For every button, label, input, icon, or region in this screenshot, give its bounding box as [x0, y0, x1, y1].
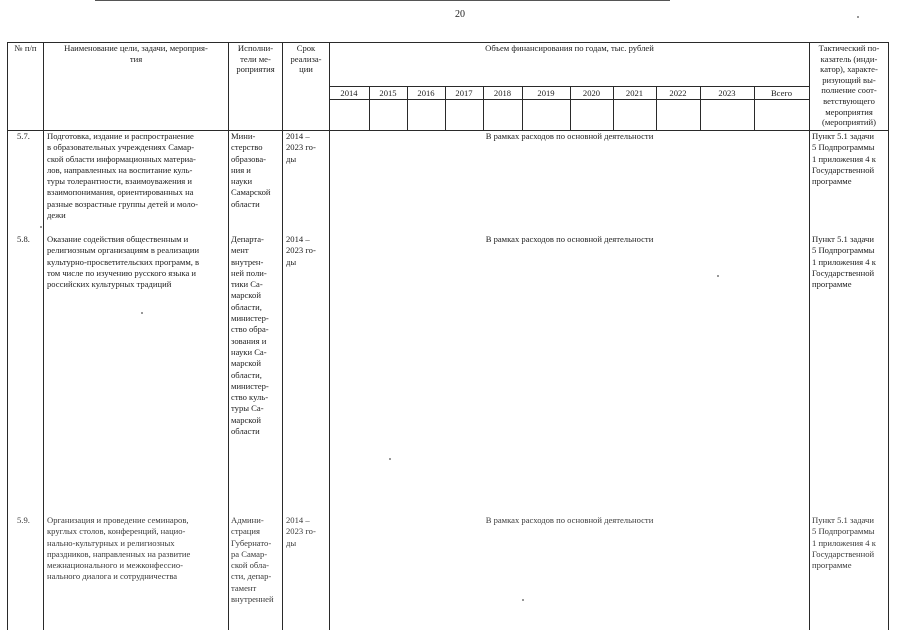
scan-speck: [717, 275, 719, 277]
scan-speck: [522, 599, 524, 601]
col-border-num: [43, 42, 44, 630]
scan-speck: [857, 16, 859, 18]
row-indicator: Пункт 5.1 задачи 5 Подпрограммы 1 приложения 4 к Государственной программе: [812, 131, 876, 187]
header-name: Наименование цели, задачи, мероприя- тия: [64, 43, 208, 64]
row-num: 5.7.: [17, 131, 30, 141]
row-funding: В рамках расходов по основной деятельности: [485, 515, 654, 525]
year-label: 2014: [340, 88, 358, 98]
row-executor: Мини- стерство образова- ния и науки Самарской области: [231, 131, 271, 209]
row-term: 2014 – 2023 го- ды: [286, 234, 316, 267]
year-header-rule: [329, 86, 809, 87]
row-funding: В рамках расходов по основной деятельности: [485, 131, 654, 141]
row-executor: Департа- мент внутрен- ней поли- тики Са- марской области, министер- ство обра- зования и науки Са- марской области, министер- ство куль- туры Са- марской области: [231, 234, 269, 437]
header-indicator: Тактический по- казатель (инди- катор), характе- ризующий вы- полнение соот- ветствующего мероприятия (мероприятий): [818, 43, 880, 128]
col-border-funding: [809, 42, 810, 630]
header-executor: Исполни- тели ме- роприятия: [236, 43, 275, 75]
row-indicator: Пункт 5.1 задачи 5 Подпрограммы 1 приложения 4 к Государственной программе: [812, 515, 876, 571]
header-term: Срок реализа- ции: [290, 43, 322, 75]
row-num: 5.9.: [17, 515, 30, 525]
page-number: 20: [455, 9, 465, 20]
row-name: Подготовка, издание и распространение в образовательных учреждениях Самар- ской области информационных материа- лов, направленных на воспитание куль- туры толерантности, взаимоуважения и взаимопонимания, ориентированных на разные возрастные группы детей и моло- дежи: [47, 131, 198, 221]
year-label: 2023: [718, 88, 736, 98]
year-label: 2019: [537, 88, 555, 98]
scan-speck: [40, 226, 42, 228]
header-num: № п/п: [14, 43, 37, 53]
header-funding: Объем финансирования по годам, тыс. рублей: [485, 43, 654, 53]
year-label: 2018: [493, 88, 512, 98]
col-border-left: [7, 42, 8, 630]
col-border-name: [228, 42, 229, 630]
year-label: Всего: [770, 88, 793, 98]
row-num: 5.8.: [17, 234, 30, 244]
row-term: 2014 – 2023 го- ды: [286, 131, 316, 164]
row-executor: Админи- страция Губернато- ра Самар- ской обла- сти, депар- тамент внутренней: [231, 515, 274, 605]
year-label: 2020: [582, 88, 601, 98]
year-label: 2022: [669, 88, 687, 98]
year-label: 2021: [625, 88, 644, 98]
scan-speck: [141, 312, 143, 314]
year-header-bottom-rule: [329, 99, 809, 100]
scan-speck: [389, 458, 391, 460]
row-term: 2014 – 2023 го- ды: [286, 515, 316, 548]
year-label: 2017: [455, 88, 473, 98]
row-funding: В рамках расходов по основной деятельности: [485, 234, 654, 244]
year-label: 2015: [379, 88, 397, 98]
row-name: Организация и проведение семинаров, круглых столов, конференций, нацио- нально-культурных и религиозных праздников, направленных на развитие межнационального и межконфессио- нального диалога и сотрудничества: [47, 515, 191, 582]
row-name: Оказание содействия общественным и религиозным организациям в реализации культурно-просветительских программ, в том числе по изучению русского языка и российских культурных традиций: [47, 234, 200, 290]
year-label: 2016: [417, 88, 435, 98]
row-indicator: Пункт 5.1 задачи 5 Подпрограммы 1 приложения 4 к Государственной программе: [812, 234, 876, 290]
